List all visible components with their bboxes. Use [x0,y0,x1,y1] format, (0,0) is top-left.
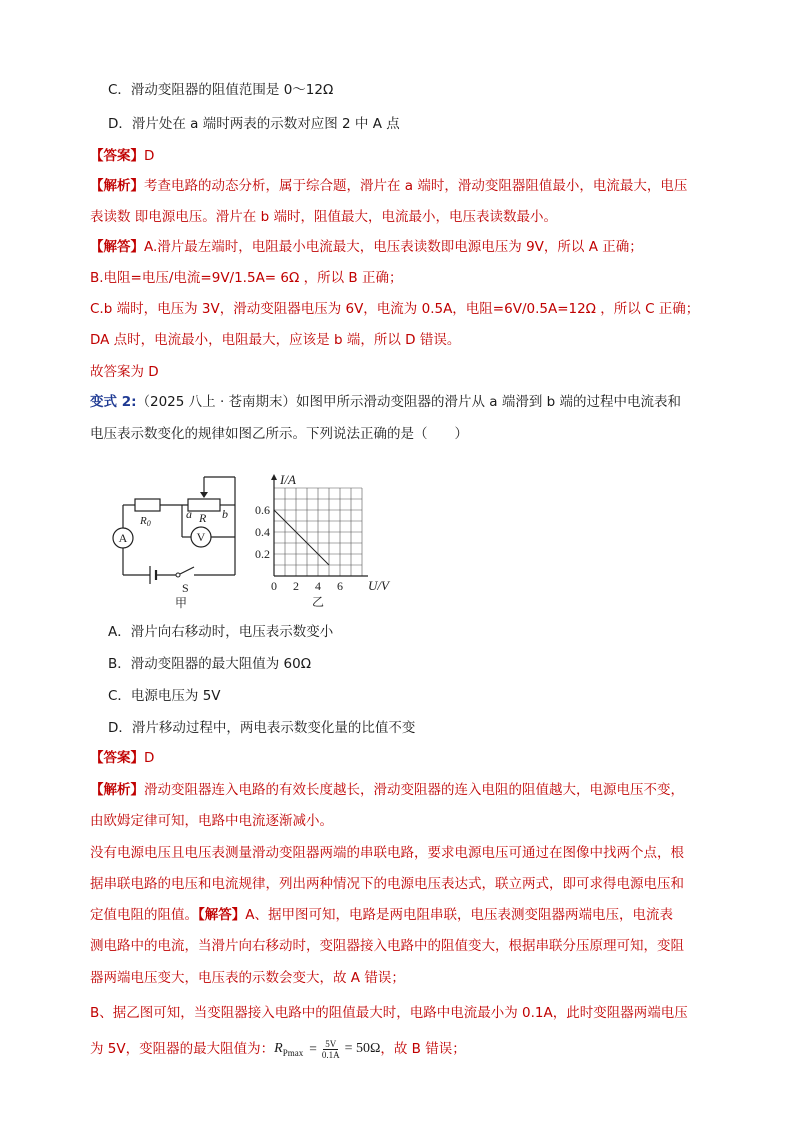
conclusion: 故答案为 D [90,364,159,380]
question-text-1: （2025 八上 · 苍南期末）如图甲所示滑动变阻器的滑片从 a 端滑到 b 端的过程中电流表和 [136,394,682,410]
q2-analysis-5a: 定值电阻的阻值。 [90,907,198,923]
x-axis-label: U/V [368,578,389,593]
circuit-caption: 甲 [175,596,188,610]
formula-numerator: 5V [325,1038,337,1049]
answer-tag: 【答案】 [90,148,144,164]
x-tick-label: 2 [293,579,299,593]
x-tick-label: 4 [315,579,321,593]
chart-caption: 乙 [311,595,325,609]
q2-analysis-tag: 【解析】 [90,782,144,798]
option-c: C．滑动变阻器的阻值范围是 0～12Ω [108,82,334,98]
end-a-label: a [186,507,192,521]
r0-label: R0 [140,515,151,528]
formula-sub: Pmax [282,1048,304,1058]
analysis-text-1: 考查电路的动态分析，属于综合题，滑片在 a 端时，滑动变阻器阻值最小，电流最大，电压 [144,178,688,194]
q2-solution-tag: 【解答】 [198,907,246,923]
q2-analysis-5 [90,905,673,925]
rheostat-label: R [199,511,207,525]
q2-option-a: A．滑片向右移动时，电压表示数变小 [108,624,334,640]
x-tick-label: 6 [337,579,343,593]
variant-label: 变式 2: [90,394,137,410]
y-axis-label: I/A [280,472,296,487]
q2-analysis-9a: 为 5V，变阻器的最大阻值为： [90,1041,275,1057]
q2-analysis-6: 测电路中的电流，当滑片向右移动时，变阻器接入电路中的阻值变大，根据串联分压原理可知，变阻 [90,938,684,954]
q2-analysis-3: 没有电源电压且电压表测量滑动变阻器两端的串联电路，要求电源电压可通过在图像中找两个点，根 [90,845,684,861]
q2-analysis-9 [90,1037,466,1061]
analysis-text-2: 表读数 即电源电压。滑片在 b 端时，阻值最大，电流最小，电压表读数最小。 [90,209,557,225]
answer-value: D [144,148,155,164]
y-tick-label: 0.2 [255,547,270,561]
switch-label: S [182,581,189,595]
question-line-1 [90,392,681,412]
formula-eq: = [309,1041,317,1056]
solution-c: C.b 端时，电压为 3V，滑动变阻器电压为 6V，电流为 0.5A，电阻=6V/0.5A=12Ω ，所以 C 正确； [90,301,700,317]
formula-r: R [274,1041,283,1056]
circuit-diagram [100,465,250,615]
q2-analysis-9b: ，故 B 错误； [380,1041,466,1057]
q2-option-c: C．电源电压为 5V [108,688,221,704]
solution-line-a [90,237,643,257]
rheostat [188,499,220,511]
solution-d: DA 点时，电流最小，电阻最大，应该是 b 端，所以 D 错误。 [90,332,461,348]
series-line [274,510,329,565]
solution-b: B.电阻=电压/电流=9V/1.5A= 6Ω ，所以 B 正确； [90,270,403,286]
switch-contact [176,573,180,577]
ammeter-label: A [118,531,128,545]
resistor-r0 [135,499,160,511]
switch-blade [180,567,194,574]
q2-option-b: B．滑动变阻器的最大阻值为 60Ω [108,656,312,672]
q2-answer-tag: 【答案】 [90,750,144,766]
q2-option-d: D．滑片移动过程中，两电表示数变化量的比值不变 [108,720,416,736]
slider-arrow [200,492,208,498]
question-line-2: 电压表示数变化的规律如图乙所示。下列说法正确的是（ ） [90,426,468,442]
formula-result: = 50Ω [344,1041,381,1056]
x-tick-label: 0 [271,579,277,593]
formula [274,1039,380,1060]
y-tick-label: 0.6 [255,503,270,517]
q2-analysis-line-1 [90,780,684,800]
formula-denominator: 0.1A [321,1049,340,1060]
q2-analysis-7: 器两端电压变大，电压表的示数会变大，故 A 错误； [90,970,405,986]
formula-fraction [320,1039,342,1060]
analysis-tag: 【解析】 [90,178,144,194]
solution-tag: 【解答】 [90,239,144,255]
voltmeter-label: V [196,530,206,544]
q2-analysis-8: B、据乙图可知，当变阻器接入电路中的阻值最大时，电路中电流最小为 0.1A，此时变阻器两端电压 [90,1005,688,1021]
q2-analysis-1: 滑动变阻器连入电路的有效长度越长，滑动变阻器的连入电阻的阻值越大，电源电压不变， [144,782,684,798]
option-d: D．滑片处在 a 端时两表的示数对应图 2 中 A 点 [108,116,400,132]
solution-a: A.滑片最左端时，电阻最小电流最大，电压表读数即电源电压为 9V，所以 A 正确； [144,239,643,255]
q2-analysis-2: 由欧姆定律可知，电路中电流逐渐减小。 [90,813,333,829]
q2-analysis-4: 据串联电路的电压和电流规律，列出两种情况下的电源电压表达式，联立两式，即可求得电源电压和 [90,876,684,892]
analysis-line-1 [90,176,687,196]
q2-answer-value: D [144,750,155,766]
y-axis-arrow [271,474,277,480]
iu-chart [250,450,410,610]
q2-answer-line [90,748,154,768]
q2-analysis-5b: A、据甲图可知，电路是两电阻串联，电压表测变阻器两端电压，电流表 [245,907,673,923]
answer-line [90,146,154,166]
end-b-label: b [222,507,228,521]
y-tick-label: 0.4 [255,525,270,539]
